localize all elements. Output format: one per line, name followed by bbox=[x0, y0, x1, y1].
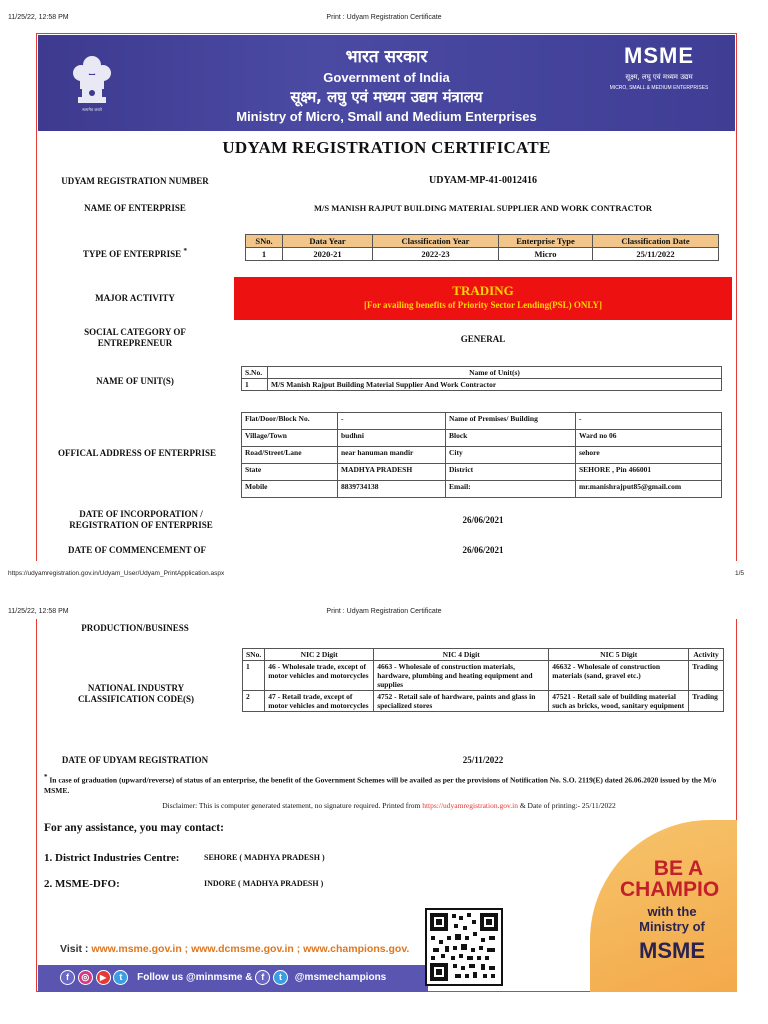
col-sno: S.No. bbox=[242, 367, 268, 379]
table-header-row bbox=[243, 649, 724, 661]
twitter-icon-2[interactable]: t bbox=[273, 970, 288, 985]
cell-nic5: 47521 - Retail sale of building material such as bricks, wood, sanitary equipment bbox=[549, 691, 689, 712]
cell-nic4: 4752 - Retail sale of hardware, paints and glass in specialized stores bbox=[374, 691, 549, 712]
enterprise-name-label: NAME OF ENTERPRISE bbox=[84, 203, 186, 213]
social-category-value: GENERAL bbox=[460, 334, 506, 344]
champion-msme-text: MSME bbox=[639, 938, 705, 963]
enterprise-type-star: * bbox=[183, 246, 188, 255]
cell-nic5: 46632 - Wholesale of construction materials (sand, gravel etc.) bbox=[549, 661, 689, 691]
footnote-star: * bbox=[44, 773, 48, 781]
cell-activity: Trading bbox=[689, 691, 724, 712]
footnote bbox=[44, 772, 734, 796]
govt-banner bbox=[38, 35, 735, 131]
cell-nic2: 47 - Retail trade, except of motor vehicles and motorcycles bbox=[265, 691, 374, 712]
banner-english-ministry: Ministry of Micro, Small and Medium Enterprises bbox=[236, 109, 537, 124]
champion-text bbox=[620, 858, 737, 900]
reg-number-label: UDYAM REGISTRATION NUMBER bbox=[61, 176, 209, 186]
champio-text: CHAMPIO bbox=[620, 878, 720, 900]
col-classification-year: Classification Year bbox=[373, 235, 499, 248]
col-nic2: NIC 2 Digit bbox=[265, 649, 374, 661]
with-the-text: with the bbox=[647, 904, 697, 919]
print-doc-title: Print : Udyam Registration Certificate bbox=[326, 14, 442, 21]
addr-value: - bbox=[576, 413, 722, 430]
cell-sno: 1 bbox=[242, 379, 268, 391]
cell-unit-name: M/S Manish Rajput Building Material Supplier And Work Contractor bbox=[268, 379, 722, 391]
table-row bbox=[242, 379, 722, 391]
cell-classification-date: 25/11/2022 bbox=[593, 248, 719, 261]
addr-value: 8839734138 bbox=[338, 481, 446, 498]
incorporation-date: 26/06/2021 bbox=[462, 515, 504, 525]
table-row bbox=[242, 430, 722, 447]
units-table bbox=[241, 366, 722, 391]
col-data-year: Data Year bbox=[283, 235, 373, 248]
table-row bbox=[243, 691, 724, 712]
facebook-icon-2[interactable]: f bbox=[255, 970, 270, 985]
social-row bbox=[60, 970, 420, 988]
facebook-icon[interactable]: f bbox=[60, 970, 75, 985]
disclaimer-date: & Date of printing:- 25/11/2022 bbox=[517, 801, 616, 810]
major-activity-note: [For availing benefits of Priority Sector Lending(PSL) ONLY] bbox=[363, 300, 603, 310]
print-page-number: 1/5 bbox=[735, 570, 745, 577]
col-nic5: NIC 5 Digit bbox=[549, 649, 689, 661]
commencement-date: 26/06/2021 bbox=[462, 545, 504, 555]
addr-key: State bbox=[242, 464, 338, 481]
addr-value: budhni bbox=[338, 430, 446, 447]
udyam-date-value: 25/11/2022 bbox=[462, 755, 504, 765]
twitter-icon[interactable]: t bbox=[113, 970, 128, 985]
cell-enterprise-type: Micro bbox=[499, 248, 593, 261]
visit-prefix: Visit : bbox=[60, 943, 92, 955]
addr-value: SEHORE , Pin 466001 bbox=[576, 464, 722, 481]
addr-value: near hanuman mandir bbox=[338, 447, 446, 464]
banner-english-govt: Government of India bbox=[323, 70, 450, 85]
table-header-row bbox=[242, 367, 722, 379]
certificate-title: UDYAM REGISTRATION CERTIFICATE bbox=[222, 138, 551, 157]
addr-key: Block bbox=[446, 430, 576, 447]
incorporation-label: DATE OF INCORPORATION / REGISTRATION OF ENTERPRISE bbox=[69, 509, 213, 530]
social-category-label: SOCIAL CATEGORY OF ENTREPRENEUR bbox=[84, 327, 186, 348]
col-enterprise-type: Enterprise Type bbox=[499, 235, 593, 248]
table-row bbox=[242, 447, 722, 464]
follow-text: Follow us @minmsme & bbox=[137, 972, 253, 983]
assistance-title: For any assistance, you may contact: bbox=[44, 822, 224, 834]
col-activity: Activity bbox=[689, 649, 724, 661]
champions-handle: @msmechampions bbox=[294, 972, 387, 983]
major-activity-value: TRADING bbox=[452, 283, 514, 298]
enterprise-type-label bbox=[40, 245, 230, 260]
table-header-row bbox=[246, 235, 719, 248]
print-doc-title-page2: Print : Udyam Registration Certificate bbox=[326, 608, 442, 615]
contact2-label: 2. MSME-DFO: bbox=[44, 878, 120, 890]
enterprise-type-table bbox=[245, 234, 719, 261]
col-unit-name: Name of Unit(s) bbox=[268, 367, 722, 379]
banner-hindi-ministry: सूक्ष्म, लघु एवं मध्यम उद्यम मंत्रालय bbox=[290, 88, 483, 106]
cell-classification-year: 2022-23 bbox=[373, 248, 499, 261]
enterprise-name-value: M/S MANISH RAJPUT BUILDING MATERIAL SUPPLIER AND WORK CONTRACTOR bbox=[314, 203, 652, 213]
nic-table bbox=[242, 648, 724, 712]
reg-number-value: UDYAM-MP-41-0012416 bbox=[429, 175, 537, 186]
ministry-text bbox=[612, 904, 732, 934]
qr-code-icon bbox=[425, 908, 503, 986]
table-row bbox=[242, 413, 722, 430]
cell-activity: Trading bbox=[689, 661, 724, 691]
msme-logo-english: MICRO, SMALL & MEDIUM ENTERPRISES bbox=[609, 85, 709, 91]
disclaimer-text: Disclaimer: This is computer generated statement, no signature required. Printed from bbox=[162, 801, 423, 810]
print-url: https://udyamregistration.gov.in/Udyam_User/Udyam_PrintApplication.aspx bbox=[8, 570, 225, 577]
col-sno: SNo. bbox=[246, 235, 283, 248]
contact2-value: INDORE ( MADHYA PRADESH ) bbox=[204, 879, 324, 888]
contact1-label: 1. District Industries Centre: bbox=[44, 852, 180, 864]
cell-nic2: 46 - Wholesale trade, except of motor vehicles and motorcycles bbox=[265, 661, 374, 691]
contact1-value: SEHORE ( MADHYA PRADESH ) bbox=[204, 853, 325, 862]
addr-key: Name of Premises/ Building bbox=[446, 413, 576, 430]
addr-value: sehore bbox=[576, 447, 722, 464]
addr-value: MADHYA PRADESH bbox=[338, 464, 446, 481]
addr-value: - bbox=[338, 413, 446, 430]
addr-key: Road/Street/Lane bbox=[242, 447, 338, 464]
table-row bbox=[243, 661, 724, 691]
disclaimer-link[interactable]: https://udyamregistration.gov.in bbox=[422, 801, 518, 810]
msme-logo: MSME bbox=[624, 43, 694, 68]
addr-key: Mobile bbox=[242, 481, 338, 498]
col-classification-date: Classification Date bbox=[593, 235, 719, 248]
enterprise-type-label-text: TYPE OF ENTERPRISE bbox=[82, 249, 182, 259]
table-row bbox=[242, 464, 722, 481]
col-nic4: NIC 4 Digit bbox=[374, 649, 549, 661]
major-activity-label: MAJOR ACTIVITY bbox=[95, 293, 175, 303]
addr-value: Ward no 06 bbox=[576, 430, 722, 447]
col-sno: SNo. bbox=[243, 649, 265, 661]
addr-key: District bbox=[446, 464, 576, 481]
addr-key: Flat/Door/Block No. bbox=[242, 413, 338, 430]
cell-sno: 1 bbox=[246, 248, 283, 261]
emblem-caption: सत्यमेव जयते bbox=[82, 107, 102, 112]
major-activity-box bbox=[234, 277, 732, 320]
cell-nic4: 4663 - Wholesale of construction materials, hardware, plumbing and heating equipment and supplies bbox=[374, 661, 549, 691]
commencement-label: DATE OF COMMENCEMENT OF bbox=[67, 545, 207, 555]
units-label: NAME OF UNIT(S) bbox=[96, 376, 174, 386]
cell-data-year: 2020-21 bbox=[283, 248, 373, 261]
addr-key: Village/Town bbox=[242, 430, 338, 447]
visit-sites[interactable]: www.msme.gov.in ; www.dcmsme.gov.in ; www.champions.gov. bbox=[91, 943, 410, 955]
addr-value: mr.manishrajput85@gmail.com bbox=[576, 481, 722, 498]
ministry-of-text: Ministry of bbox=[639, 919, 705, 934]
print-datetime: 11/25/22, 12:58 PM bbox=[8, 14, 69, 21]
address-table bbox=[241, 412, 722, 498]
footnote-text: In case of graduation (upward/reverse) of status of an enterprise, the benefit of the Government Schemes will be availed as per the provisions of Notification No. S.O. 2119(E) dated 26.06.2020 issued by the M/o MSME. bbox=[44, 775, 717, 795]
addr-key: Email: bbox=[446, 481, 576, 498]
addr-key: City bbox=[446, 447, 576, 464]
address-label: OFFICAL ADDRESS OF ENTERPRISE bbox=[58, 448, 216, 458]
instagram-icon[interactable]: ◎ bbox=[78, 970, 93, 985]
table-row bbox=[246, 248, 719, 261]
banner-hindi-govt: भारत सरकार bbox=[345, 47, 428, 67]
be-a-text: BE A bbox=[653, 858, 704, 880]
disclaimer bbox=[44, 801, 734, 810]
youtube-icon[interactable]: ▶ bbox=[96, 970, 111, 985]
msme-logo-hindi: सूक्ष्म, लघु एवं मध्यम उद्यम bbox=[625, 73, 693, 81]
commencement-label-cont: PRODUCTION/BUSINESS bbox=[81, 623, 189, 633]
table-row bbox=[242, 481, 722, 498]
nic-label: NATIONAL INDUSTRY CLASSIFICATION CODE(S) bbox=[77, 683, 195, 704]
visit-line bbox=[60, 943, 409, 955]
udyam-date-label: DATE OF UDYAM REGISTRATION bbox=[61, 755, 209, 765]
print-datetime-page2: 11/25/22, 12:58 PM bbox=[8, 608, 69, 615]
cell-sno: 1 bbox=[243, 661, 265, 691]
cell-sno: 2 bbox=[243, 691, 265, 712]
